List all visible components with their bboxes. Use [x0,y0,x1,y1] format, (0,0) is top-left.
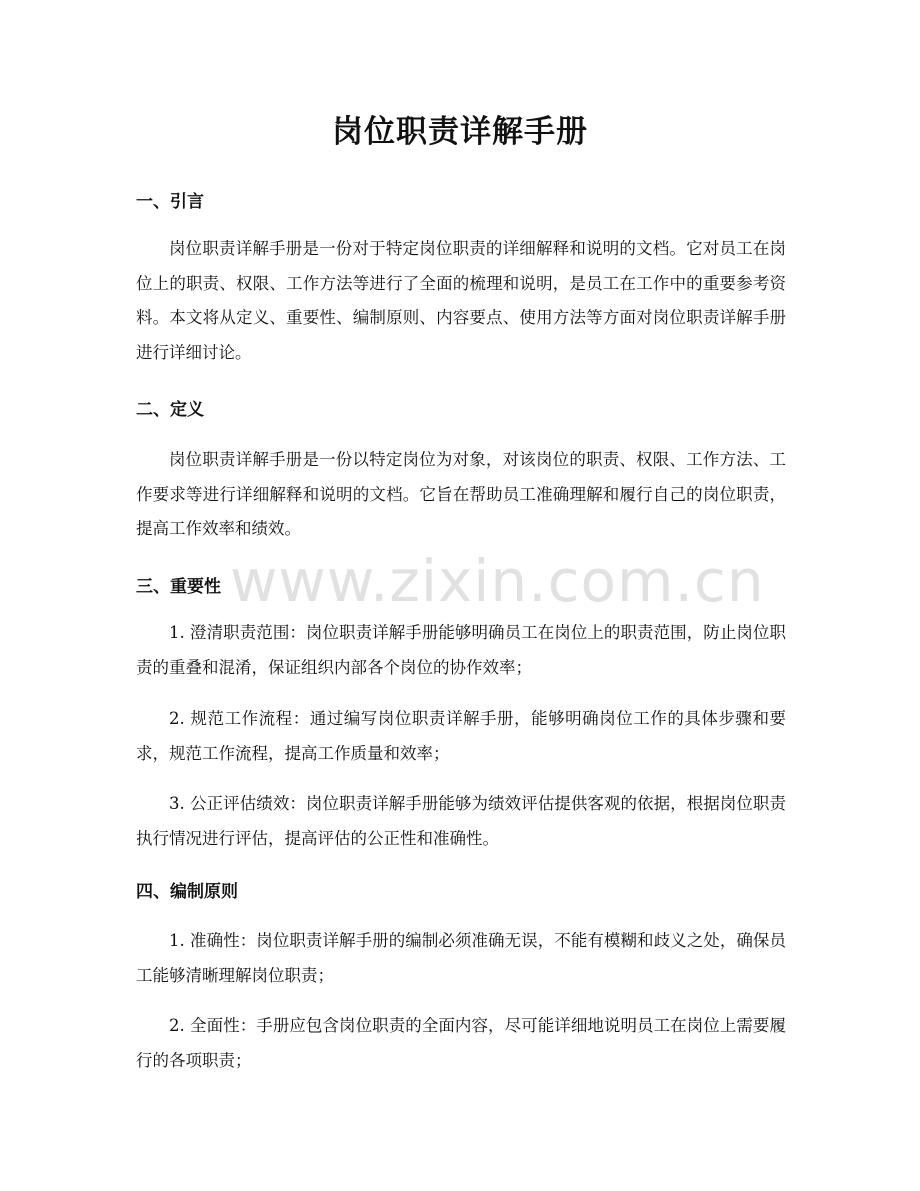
watermark: www.zixin.com.cn [230,547,765,615]
section-heading-definition: 二、定义 [136,400,204,420]
list-item: 2. 全面性：手册应包含岗位职责的全面内容，尽可能详细地说明员工在岗位上需要履行的各项职责； [136,1016,786,1070]
paragraph: 岗位职责详解手册是一份对于特定岗位职责的详细解释和说明的文档。它对员工在岗位上的职责、权限、工作方法等进行了全面的梳理和说明，是员工在工作中的重要参考资料。本文将从定义、重要性、编制原则、内容要点、使用方法等方面对岗位职责详解手册进行详细讨论。 [136,239,786,362]
list-item: 1. 澄清职责范围：岗位职责详解手册能够明确员工在岗位上的职责范围，防止岗位职责的重叠和混淆，保证组织内部各个岗位的协作效率； [136,623,786,677]
section-heading-principles: 四、编制原则 [136,882,238,902]
paragraph: 岗位职责详解手册是一份以特定岗位为对象，对该岗位的职责、权限、工作方法、工作要求等进行详细解释和说明的文档。它旨在帮助员工准确理解和履行自己的岗位职责，提高工作效率和绩效。 [136,450,786,538]
list-item: 1. 准确性：岗位职责详解手册的编制必须准确无误，不能有模糊和歧义之处，确保员工能够清晰理解岗位职责； [136,931,786,985]
section-heading-introduction: 一、引言 [136,192,204,212]
section-heading-importance: 三、重要性 [136,577,221,597]
list-item: 3. 公正评估绩效：岗位职责详解手册能够为绩效评估提供客观的依据，根据岗位职责执行情况进行评估，提高评估的公正性和准确性。 [136,794,786,848]
document-title: 岗位职责详解手册 [332,114,588,150]
list-item: 2. 规范工作流程：通过编写岗位职责详解手册，能够明确岗位工作的具体步骤和要求，规范工作流程，提高工作质量和效率； [136,709,786,763]
